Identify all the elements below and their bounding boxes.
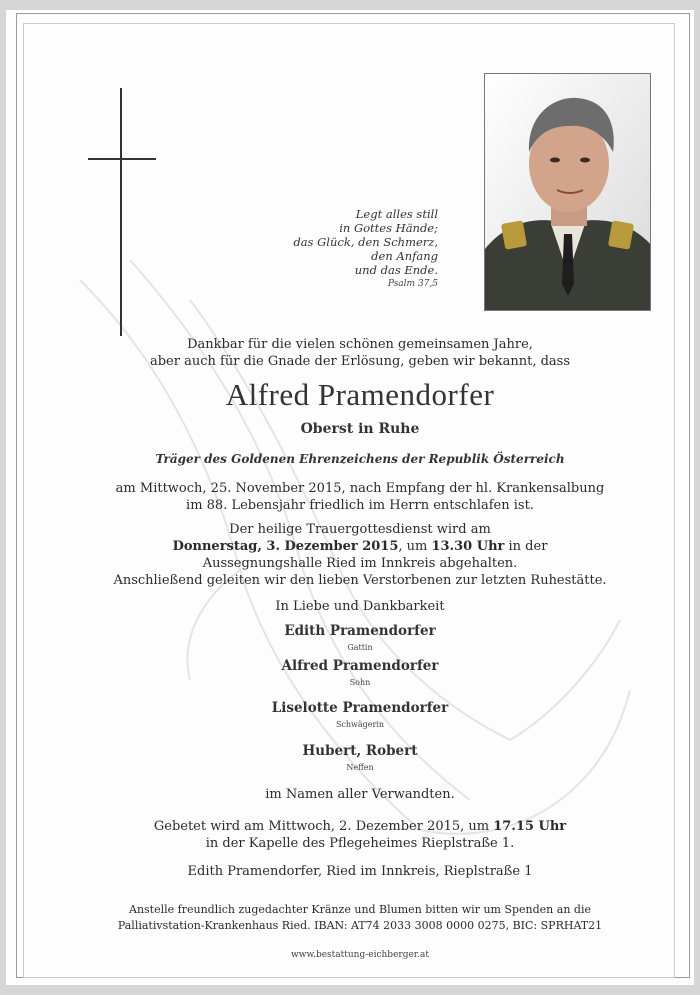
intro-line-1: Dankbar für die vielen schönen gemeinsamen Jahre,: [187, 337, 533, 352]
relative-role: Gattin: [347, 643, 373, 652]
prayer-pre: Gebetet wird am Mittwoch, 2. Dezember 2015, um: [153, 819, 494, 834]
service-tail: in der: [504, 539, 548, 554]
deceased-rank: Oberst in Ruhe: [300, 421, 420, 437]
verse-line: das Glück, den Schmerz,: [293, 235, 438, 249]
family-address: Edith Pramendorfer, Ried im Innkreis, Rieplstraße 1: [187, 864, 533, 879]
verse-reference: Psalm 37,5: [387, 279, 438, 289]
verse-line: Legt alles still: [355, 207, 438, 221]
donation-line-1: Anstelle freundlich zugedachter Kränze und Blumen bitten wir um Spenden an die: [129, 903, 591, 916]
cross-horizontal: [88, 158, 156, 160]
service-line-2: [100, 539, 620, 554]
service-line-1: Der heilige Trauergottesdienst wird am: [229, 522, 491, 537]
service-line-4: Anschließend geleiten wir den lieben Verstorbenen zur letzten Ruhestätte.: [113, 573, 607, 588]
death-line-1: am Mittwoch, 25. November 2015, nach Empfang der hl. Krankensalbung: [115, 481, 605, 496]
prayer-line-2: in der Kapelle des Pflegeheimes Rieplstraße 1.: [205, 836, 515, 851]
deceased-honor: Träger des Goldenen Ehrenzeichens der Republik Österreich: [155, 452, 565, 466]
death-line-2: im 88. Lebensjahr friedlich im Herrn entschlafen ist.: [186, 498, 534, 513]
service-line-3: Aussegnungshalle Ried im Innkreis abgehalten.: [202, 556, 518, 571]
verse-line: in Gottes Hände;: [339, 221, 438, 235]
relative-name: Hubert, Robert: [302, 743, 418, 759]
relative-role: Neffen: [346, 763, 374, 772]
deceased-name: Alfred Pramendorfer: [225, 377, 495, 412]
website-link[interactable]: www.bestattung-eichberger.at: [291, 950, 429, 960]
portrait-image: [485, 74, 651, 311]
service-mid: , um: [398, 539, 432, 554]
love-line: In Liebe und Dankbarkeit: [275, 599, 445, 614]
psalm-verse: [230, 207, 438, 291]
service-date: Donnerstag, 3. Dezember 2015: [172, 539, 399, 554]
donation-line-2: Palliativstation-Krankenhaus Ried. IBAN: AT74 2033 3008 0000 0275, BIC: SPRHAT21: [117, 919, 603, 932]
relative-role: Sohn: [349, 678, 371, 687]
portrait-photo: [484, 73, 651, 311]
prayer-line-1: [100, 819, 620, 834]
relative-name: Edith Pramendorfer: [284, 623, 436, 639]
relative-name: Alfred Pramendorfer: [281, 658, 439, 674]
service-time: 13.30 Uhr: [431, 539, 505, 554]
verse-line: und das Ende.: [354, 263, 438, 277]
prayer-time: 17.15 Uhr: [493, 819, 567, 834]
closing-line: im Namen aller Verwandten.: [265, 787, 455, 802]
cross-vertical: [120, 88, 122, 336]
intro-line-2: aber auch für die Gnade der Erlösung, geben wir bekannt, dass: [149, 354, 571, 369]
verse-line: den Anfang: [371, 249, 438, 263]
relative-name: Liselotte Pramendorfer: [271, 700, 449, 716]
relative-role: Schwägerin: [335, 720, 385, 729]
